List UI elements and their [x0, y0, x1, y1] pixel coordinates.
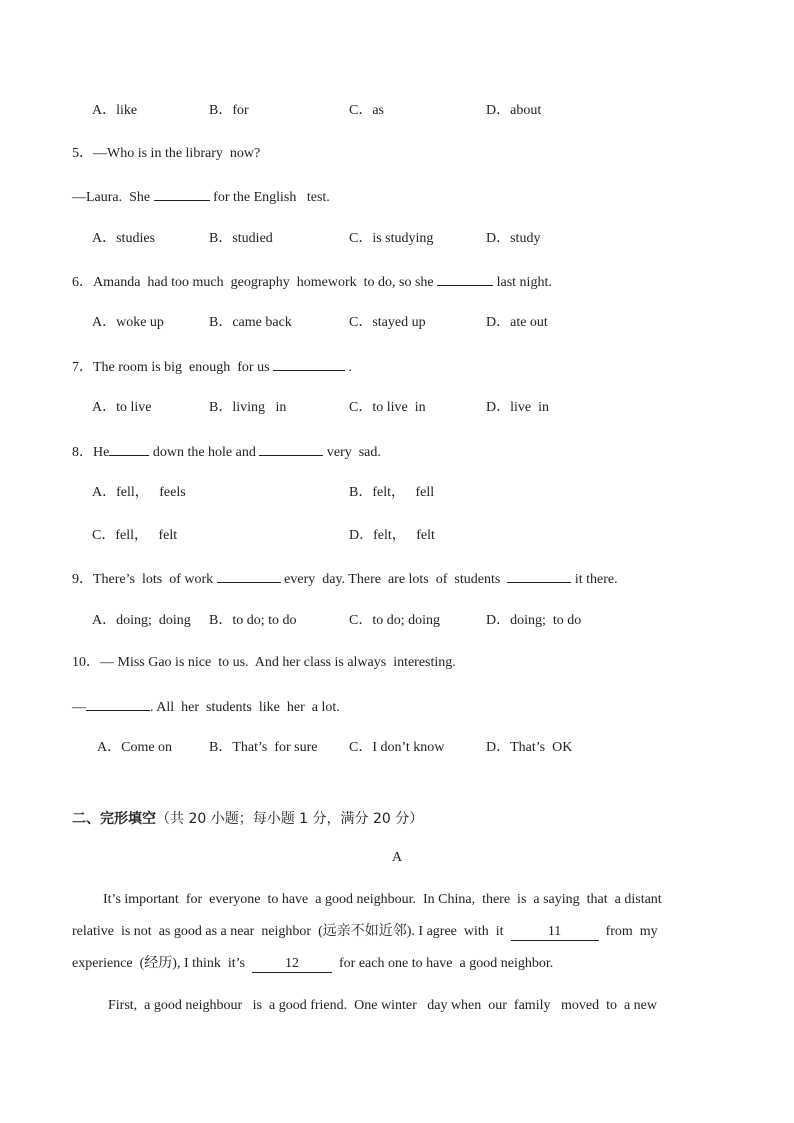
- q5-stem: 5．—Who is in the library now?: [72, 146, 261, 161]
- q6-stem: [72, 272, 552, 292]
- q7-option-c: C．to live in: [349, 400, 426, 415]
- passage-line-2-a: relative is not as good as a near neighbor (远亲不如近邻). I agree with it: [72, 924, 511, 939]
- q7-option-a: A．to live: [92, 400, 152, 415]
- section-2-title-bold: 二、完形填空: [72, 811, 156, 827]
- q10-line2-a: —: [72, 700, 86, 715]
- q5-option-d: D．study: [486, 231, 541, 246]
- q6-blank: [437, 272, 493, 286]
- q8-blank-2: [259, 442, 323, 456]
- q9-stem: [72, 569, 618, 589]
- q9-option-b: B．to do; to do: [209, 613, 297, 628]
- q6-stem-b: last night.: [493, 275, 552, 290]
- q10-option-b: B．That’s for sure: [209, 740, 318, 755]
- q6-option-a: A．woke up: [92, 315, 164, 330]
- section-2-heading: [72, 810, 423, 828]
- passage-line-3-b: for each one to have a good neighbor.: [332, 956, 554, 971]
- q7-option-b: B．living in: [209, 400, 287, 415]
- q5-line2-text-b: for the English test.: [209, 190, 330, 205]
- section-2-title-rest: （共 20 小题；每小题 1 分，满分 20 分）: [156, 811, 424, 827]
- q9-option-d: D．doing; to do: [486, 613, 582, 628]
- q4-option-b: B．for: [209, 103, 249, 118]
- q10-option-d: D．That’s OK: [486, 740, 573, 755]
- passage-line-2-b: from my: [598, 924, 658, 939]
- q9-blank-1: [217, 569, 281, 583]
- q5-blank: [154, 187, 210, 201]
- q6-option-c: C．stayed up: [349, 315, 426, 330]
- q8-option-a: A．fell， feels: [92, 485, 186, 500]
- q8-stem-c: very sad.: [323, 445, 381, 460]
- q6-option-d: D．ate out: [486, 315, 548, 330]
- q5-line2: [72, 187, 330, 207]
- q8-option-b: B．felt， fell: [349, 485, 435, 500]
- cloze-blank-11: 11: [511, 924, 599, 941]
- q9-stem-a: 9．There’s lots of work: [72, 572, 217, 587]
- q9-option-a: A．doing; doing: [92, 613, 191, 628]
- passage-label: A: [391, 850, 403, 865]
- q5-option-c: C．is studying: [349, 231, 434, 246]
- q7-blank: [273, 357, 345, 371]
- q10-line2: [72, 697, 340, 717]
- q7-stem-b: .: [345, 360, 353, 375]
- q8-stem-a: 8．He: [72, 445, 110, 460]
- passage-line-4: First, a good neighbour is a good friend. One winter day when our family moved to a new: [108, 998, 658, 1013]
- q10-blank: [86, 697, 150, 711]
- q8-option-d: D．felt， felt: [349, 528, 435, 543]
- passage-line-1: It’s important for everyone to have a good neighbour. In China, there is a saying that a distant: [103, 892, 662, 907]
- q4-option-a: A．like: [92, 103, 138, 118]
- q10-option-a: A．Come on: [97, 740, 173, 755]
- q9-blank-2: [507, 569, 571, 583]
- q8-stem-b: down the hole and: [149, 445, 260, 460]
- q6-option-b: B．came back: [209, 315, 292, 330]
- q5-line2-text-a: —Laura. She: [72, 190, 154, 205]
- q9-stem-c: it there.: [571, 572, 618, 587]
- q4-option-d: D．about: [486, 103, 542, 118]
- passage-line-3: [72, 955, 553, 973]
- passage-line-2: [72, 923, 658, 941]
- q5-option-a: A．studies: [92, 231, 155, 246]
- q8-blank-1: [109, 442, 149, 456]
- q7-stem: [72, 357, 352, 377]
- q10-stem: 10．— Miss Gao is nice to us. And her class is always interesting.: [72, 655, 456, 670]
- cloze-blank-12: 12: [252, 956, 332, 973]
- q10-option-c: C．I don’t know: [349, 740, 445, 755]
- q4-option-c: C．as: [349, 103, 384, 118]
- q9-option-c: C．to do; doing: [349, 613, 441, 628]
- q7-stem-a: 7．The room is big enough for us: [72, 360, 274, 375]
- q7-option-d: D．live in: [486, 400, 549, 415]
- q10-line2-b: . All her students like her a lot.: [150, 700, 340, 715]
- passage-line-3-a: experience (经历), I think it’s: [72, 956, 253, 971]
- q9-stem-b: every day. There are lots of students: [280, 572, 508, 587]
- q6-stem-a: 6．Amanda had too much geography homework to do, so she: [72, 275, 438, 290]
- q8-stem: [72, 442, 381, 462]
- q5-option-b: B．studied: [209, 231, 273, 246]
- q8-option-c: C．fell， felt: [92, 528, 178, 543]
